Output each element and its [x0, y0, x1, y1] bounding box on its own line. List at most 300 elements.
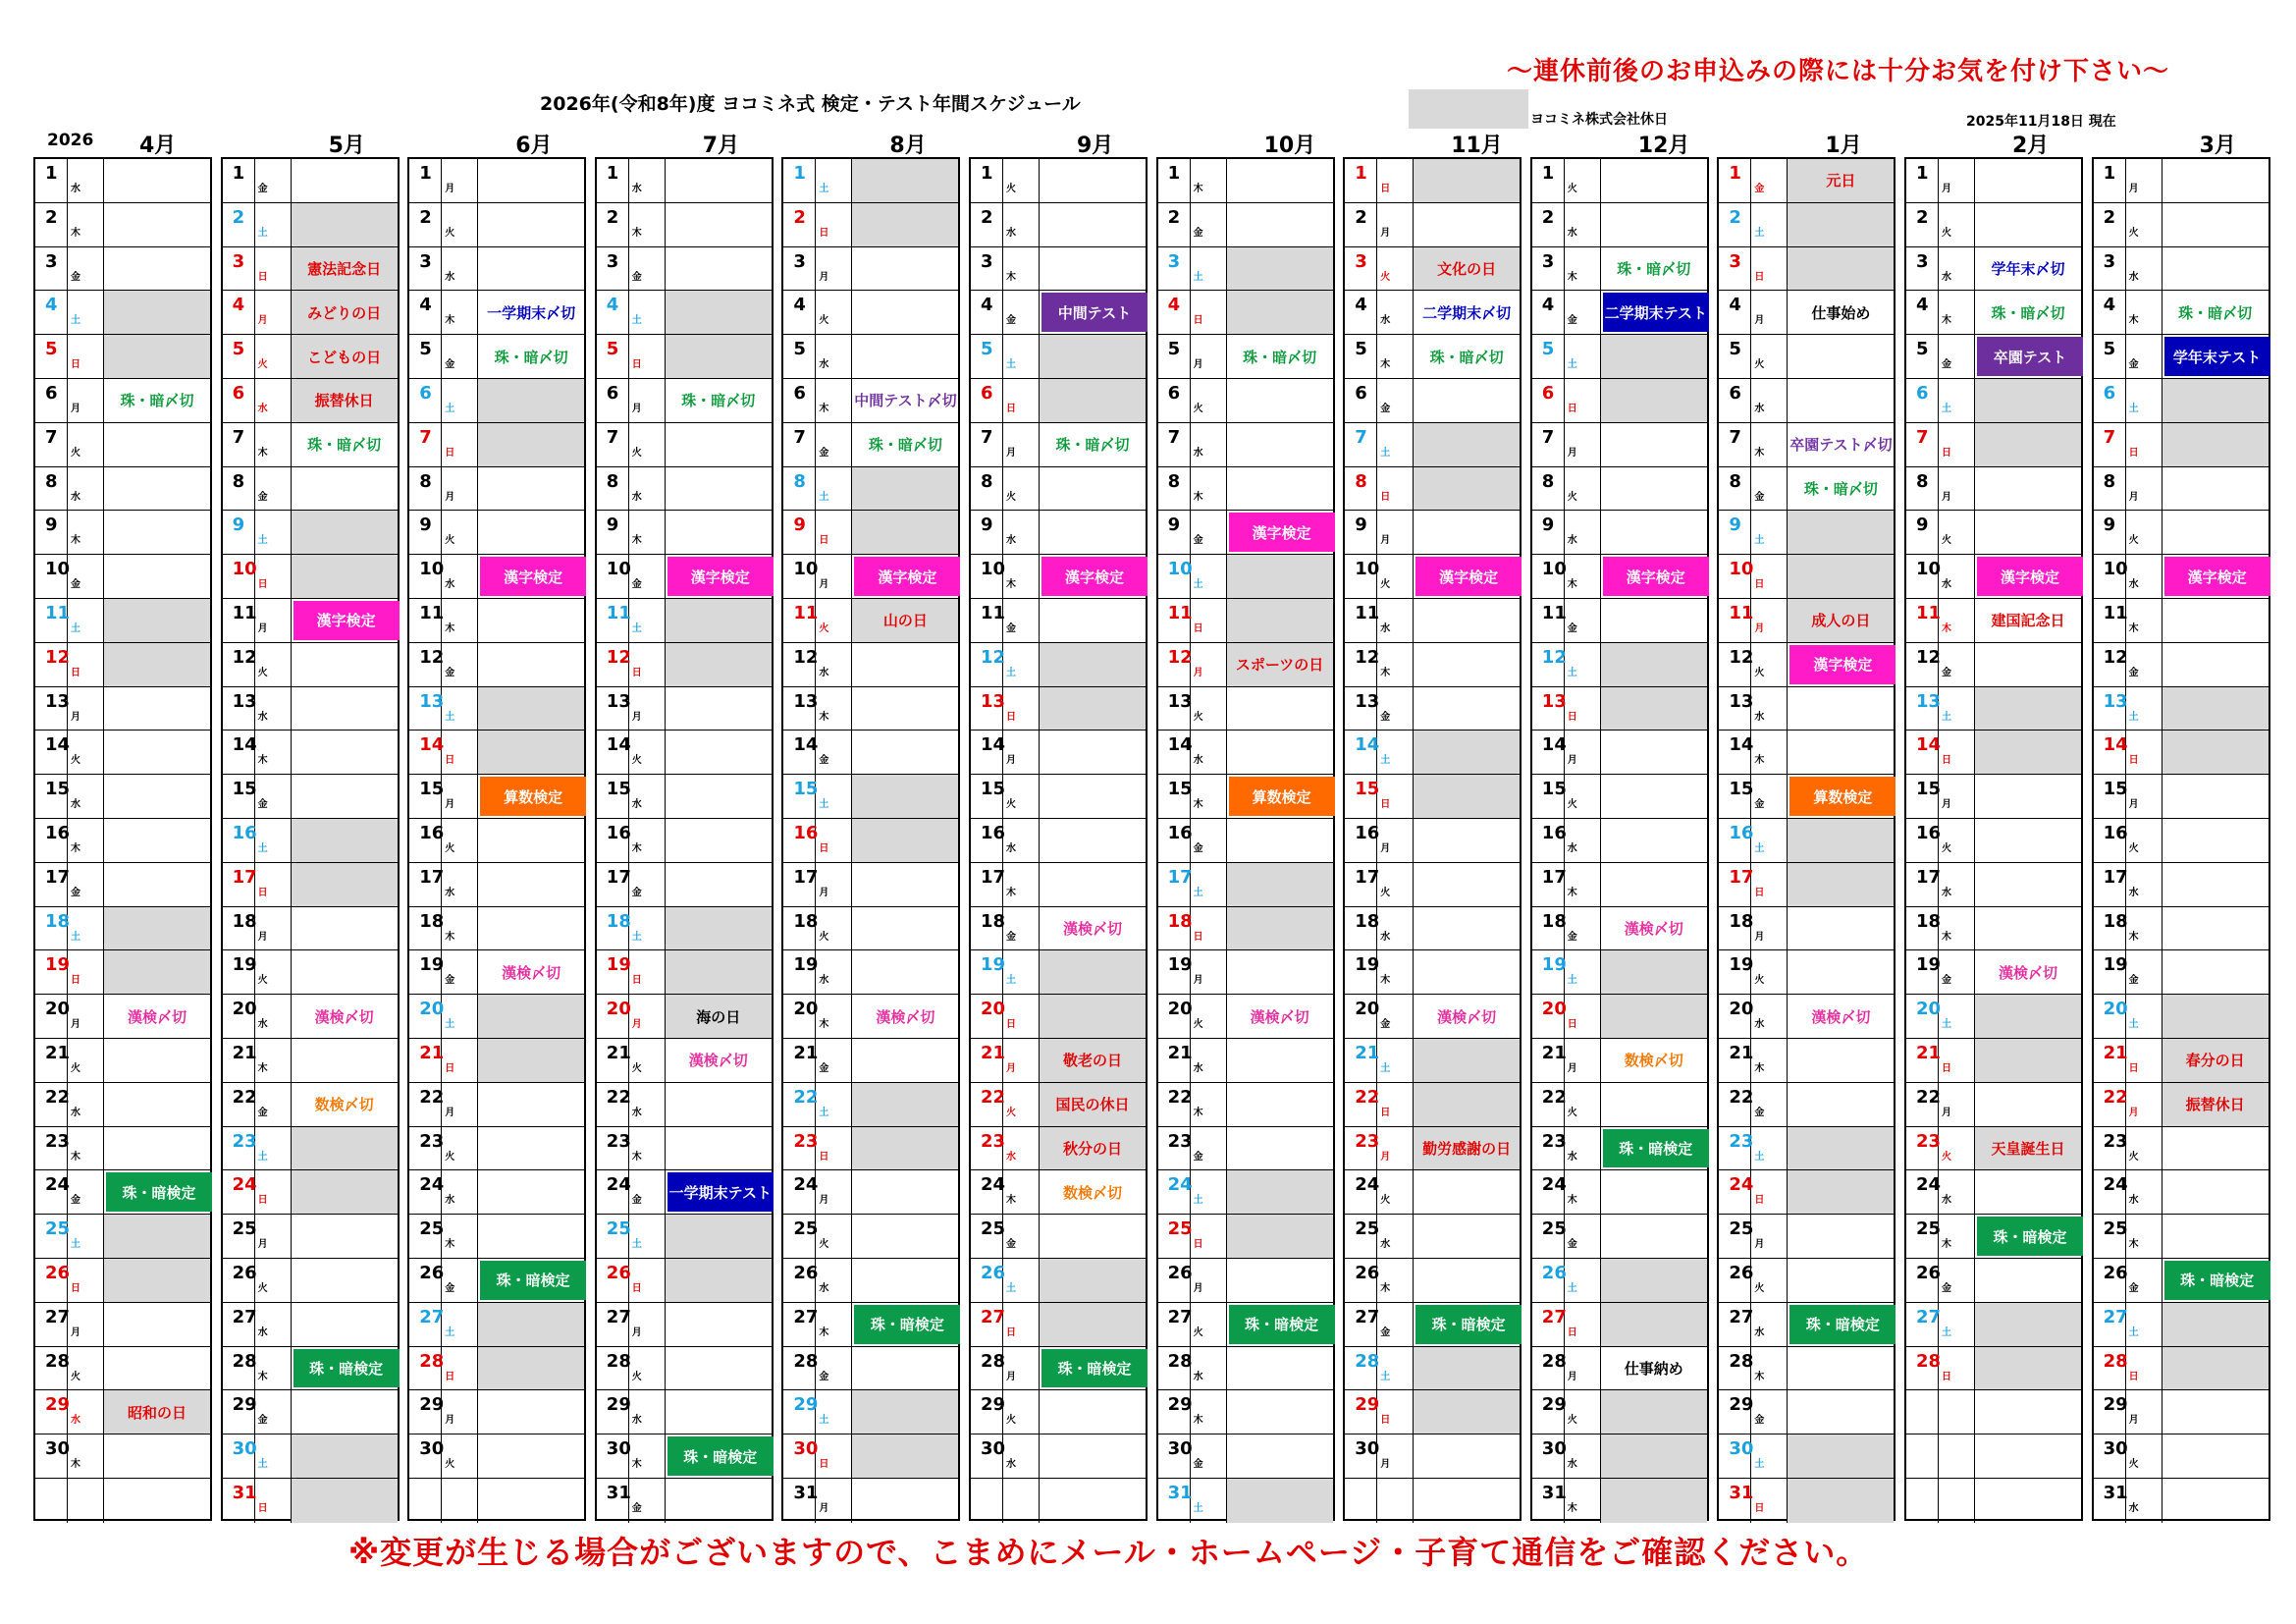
day-event: 二学期末〆切 — [1422, 303, 1512, 322]
day-number: 10 — [1158, 555, 1191, 598]
day-row — [783, 599, 958, 643]
day-number: 3 — [783, 247, 816, 291]
month-header: 8月 — [889, 134, 927, 158]
day-event — [1788, 511, 1894, 554]
day-row — [971, 731, 1146, 775]
day-number: 12 — [409, 643, 442, 686]
day-event — [1788, 819, 1894, 862]
day-number: 27 — [1719, 1303, 1751, 1346]
day-row — [223, 1347, 398, 1391]
day-number: 3 — [1906, 247, 1939, 291]
day-event: 文化の日 — [1414, 247, 1520, 291]
day-event — [1040, 1215, 1146, 1258]
weekday: 日 — [1003, 995, 1040, 1038]
day-event — [2163, 1479, 2269, 1523]
day-number: 24 — [971, 1170, 1003, 1214]
day-event — [1040, 863, 1146, 906]
day-number: 9 — [971, 511, 1003, 554]
day-row — [1158, 1390, 1333, 1435]
weekday: 火 — [816, 599, 852, 642]
day-row — [783, 379, 958, 423]
day-row — [1345, 863, 1520, 907]
day-row — [1719, 511, 1894, 555]
day-event: 漢検〆切 — [127, 1007, 187, 1026]
weekday: 火 — [1751, 335, 1788, 378]
day-event — [478, 687, 584, 731]
day-number: 1 — [971, 159, 1003, 202]
day-number: 19 — [1345, 950, 1377, 994]
weekday: 金 — [1751, 467, 1788, 511]
weekday: 木 — [1377, 335, 1414, 378]
day-event — [292, 643, 398, 686]
day-row — [1906, 555, 2081, 599]
day-number: 8 — [971, 467, 1003, 511]
day-row — [409, 775, 584, 819]
day-row — [783, 467, 958, 512]
day-number: 22 — [1532, 1083, 1565, 1126]
weekday: 木 — [816, 1303, 852, 1346]
day-row — [2094, 1039, 2269, 1083]
day-number: 16 — [2094, 819, 2126, 862]
day-row — [783, 335, 958, 379]
day-event — [852, 203, 958, 246]
day-row — [1345, 950, 1520, 995]
day-event — [292, 159, 398, 202]
day-event — [478, 511, 584, 554]
day-row — [597, 1259, 772, 1303]
day-event: 珠・暗〆切 — [120, 392, 194, 410]
weekday: 金 — [1939, 335, 1975, 378]
weekday: 日 — [1939, 423, 1975, 466]
weekday: 火 — [629, 423, 666, 466]
day-event — [2163, 1215, 2269, 1258]
day-event — [666, 335, 772, 378]
day-number: 9 — [1906, 511, 1939, 554]
day-event — [478, 1390, 584, 1434]
weekday: 水 — [816, 1259, 852, 1302]
day-number: 9 — [2094, 511, 2126, 554]
day-row — [1532, 1347, 1707, 1391]
day-event — [1414, 1390, 1520, 1434]
day-number: 12 — [35, 643, 68, 686]
day-number: 22 — [783, 1083, 816, 1126]
day-number: 13 — [1719, 687, 1751, 731]
day-number: 14 — [1906, 731, 1939, 774]
weekday: 水 — [629, 1390, 666, 1434]
weekday: 金 — [1565, 1215, 1601, 1258]
day-row — [783, 1479, 958, 1523]
day-event: 珠・暗〆切 — [494, 348, 568, 366]
weekday: 水 — [255, 1303, 292, 1346]
day-number: 7 — [1532, 423, 1565, 466]
weekday: 木 — [442, 1215, 478, 1258]
day-row — [783, 1039, 958, 1083]
weekday: 金 — [442, 950, 478, 994]
weekday — [1377, 1479, 1414, 1523]
day-number: 17 — [223, 863, 255, 906]
weekday: 木 — [1003, 247, 1040, 291]
day-number: 10 — [1906, 555, 1939, 598]
day-row — [1719, 335, 1894, 379]
day-row — [409, 555, 584, 599]
day-row — [971, 511, 1146, 555]
day-event: 珠・暗検定 — [854, 1305, 960, 1344]
weekday: 月 — [1751, 907, 1788, 950]
day-row — [783, 1083, 958, 1127]
day-row — [1719, 555, 1894, 599]
weekday: 火 — [255, 335, 292, 378]
weekday: 金 — [629, 1170, 666, 1214]
day-row — [1906, 863, 2081, 907]
month-column — [781, 157, 960, 1521]
day-event — [2163, 203, 2269, 246]
weekday: 火 — [442, 1127, 478, 1170]
day-number: 24 — [1906, 1170, 1939, 1214]
day-row — [1719, 1347, 1894, 1391]
weekday: 水 — [1191, 423, 1227, 466]
weekday: 水 — [629, 467, 666, 511]
weekday: 木 — [1191, 775, 1227, 818]
weekday: 水 — [816, 335, 852, 378]
day-number: 23 — [35, 1127, 68, 1170]
day-number: 5 — [783, 335, 816, 378]
day-row — [409, 599, 584, 643]
day-event — [1040, 1479, 1146, 1523]
day-row — [35, 687, 210, 731]
weekday: 水 — [1003, 1435, 1040, 1478]
day-number: 10 — [409, 555, 442, 598]
weekday: 金 — [2126, 1259, 2163, 1302]
day-row — [783, 1347, 958, 1391]
day-event — [104, 159, 210, 202]
weekday: 土 — [1939, 379, 1975, 422]
weekday: 月 — [1191, 950, 1227, 994]
day-row — [1532, 423, 1707, 467]
day-number: 20 — [783, 995, 816, 1038]
day-event — [104, 291, 210, 334]
day-row — [1906, 159, 2081, 203]
day-number: 24 — [783, 1170, 816, 1214]
day-row — [597, 1347, 772, 1391]
day-event — [2163, 599, 2269, 642]
day-row — [597, 907, 772, 951]
weekday: 月 — [68, 379, 104, 422]
day-event — [666, 1215, 772, 1258]
day-row — [1906, 1259, 2081, 1303]
day-event — [1227, 1435, 1333, 1478]
day-number: 7 — [223, 423, 255, 466]
day-row — [2094, 863, 2269, 907]
weekday: 土 — [1003, 950, 1040, 994]
day-event — [104, 1303, 210, 1346]
weekday: 金 — [1377, 1303, 1414, 1346]
weekday: 月 — [816, 555, 852, 598]
weekday: 土 — [68, 907, 104, 950]
weekday: 水 — [1939, 863, 1975, 906]
day-event — [292, 731, 398, 774]
day-row — [1719, 1215, 1894, 1259]
day-row — [1719, 687, 1894, 731]
day-event — [2163, 863, 2269, 906]
day-row — [1532, 1170, 1707, 1215]
day-event: 珠・暗検定 — [1229, 1305, 1335, 1344]
weekday: 月 — [68, 687, 104, 731]
day-row — [1532, 159, 1707, 203]
day-number: 30 — [971, 1435, 1003, 1478]
day-number: 30 — [2094, 1435, 2126, 1478]
weekday: 日 — [1003, 379, 1040, 422]
weekday: 土 — [1377, 423, 1414, 466]
day-number: 9 — [35, 511, 68, 554]
day-event — [292, 687, 398, 731]
day-event — [2163, 643, 2269, 686]
weekday: 水 — [1751, 1303, 1788, 1346]
day-event — [1975, 1039, 2081, 1082]
day-event — [1227, 159, 1333, 202]
day-event — [1227, 599, 1333, 642]
weekday: 金 — [816, 1347, 852, 1390]
weekday: 金 — [2126, 643, 2163, 686]
weekday: 土 — [1939, 995, 1975, 1038]
day-row — [2094, 335, 2269, 379]
day-event — [1040, 203, 1146, 246]
day-number: 15 — [35, 775, 68, 818]
day-event: 漢字検定 — [1603, 557, 1709, 596]
day-row — [1532, 511, 1707, 555]
weekday: 火 — [1751, 1259, 1788, 1302]
weekday: 木 — [629, 203, 666, 246]
day-number: 19 — [1906, 950, 1939, 994]
day-number: 14 — [783, 731, 816, 774]
day-number: 4 — [1158, 291, 1191, 334]
day-number: 12 — [223, 643, 255, 686]
day-event: 珠・暗〆切 — [307, 436, 382, 455]
day-number: 29 — [2094, 1390, 2126, 1434]
day-event — [104, 863, 210, 906]
day-row — [1532, 731, 1707, 775]
weekday: 金 — [1751, 1083, 1788, 1126]
weekday: 月 — [816, 863, 852, 906]
weekday: 木 — [1003, 1170, 1040, 1214]
day-event — [1040, 599, 1146, 642]
day-event: 漢字検定 — [1415, 557, 1522, 596]
weekday: 木 — [1751, 1039, 1788, 1082]
weekday: 月 — [255, 1215, 292, 1258]
weekday: 木 — [1191, 1390, 1227, 1434]
day-row — [35, 423, 210, 467]
weekday: 金 — [442, 1259, 478, 1302]
day-row — [1719, 731, 1894, 775]
day-row — [35, 555, 210, 599]
day-number: 13 — [783, 687, 816, 731]
day-number: 28 — [1345, 1347, 1377, 1390]
day-row — [1158, 1259, 1333, 1303]
day-row — [971, 1259, 1146, 1303]
day-row — [597, 863, 772, 907]
day-event — [1040, 247, 1146, 291]
day-event — [478, 731, 584, 774]
day-event — [852, 467, 958, 511]
weekday: 土 — [629, 1215, 666, 1258]
day-event — [104, 1083, 210, 1126]
day-number: 11 — [1345, 599, 1377, 642]
day-event — [1040, 511, 1146, 554]
day-number: 6 — [597, 379, 629, 422]
day-row — [783, 247, 958, 292]
day-event — [478, 379, 584, 422]
day-event — [1227, 1215, 1333, 1258]
weekday: 日 — [1565, 687, 1601, 731]
day-event — [104, 335, 210, 378]
weekday: 水 — [1377, 291, 1414, 334]
day-event — [666, 1347, 772, 1390]
day-row — [409, 819, 584, 863]
day-number: 22 — [35, 1083, 68, 1126]
weekday: 水 — [1565, 511, 1601, 554]
day-number: 8 — [1906, 467, 1939, 511]
weekday: 火 — [68, 731, 104, 774]
day-row — [409, 731, 584, 775]
day-number: 4 — [2094, 291, 2126, 334]
day-number: 20 — [2094, 995, 2126, 1038]
weekday: 木 — [442, 599, 478, 642]
day-row — [1906, 203, 2081, 247]
day-row — [35, 950, 210, 995]
month-header: 4月 — [139, 134, 177, 158]
weekday: 日 — [255, 1479, 292, 1523]
day-number: 3 — [1158, 247, 1191, 291]
day-row — [1345, 731, 1520, 775]
weekday: 火 — [1565, 159, 1601, 202]
day-event — [1788, 1039, 1894, 1082]
day-row — [597, 1390, 772, 1435]
day-row — [409, 467, 584, 512]
day-row — [1906, 775, 2081, 819]
weekday: 木 — [68, 819, 104, 862]
day-event: 珠・暗検定 — [106, 1172, 212, 1212]
month-header: 5月 — [328, 134, 365, 158]
weekday: 日 — [1191, 1215, 1227, 1258]
day-number: 19 — [783, 950, 816, 994]
day-number: 4 — [1719, 291, 1751, 334]
day-event — [852, 511, 958, 554]
day-event — [1414, 687, 1520, 731]
day-number: 27 — [1158, 1303, 1191, 1346]
day-event — [1414, 1039, 1520, 1082]
day-number: 1 — [783, 159, 816, 202]
day-event — [1414, 511, 1520, 554]
day-number: 3 — [35, 247, 68, 291]
day-number: 25 — [1719, 1215, 1751, 1258]
weekday: 火 — [1751, 643, 1788, 686]
day-number: 14 — [971, 731, 1003, 774]
day-row — [223, 731, 398, 775]
page-title: 2026年(令和8年)度 ヨコミネ式 検定・テスト年間スケジュール — [540, 93, 1081, 115]
weekday: 金 — [629, 555, 666, 598]
weekday: 月 — [255, 907, 292, 950]
day-row — [1906, 467, 2081, 512]
weekday: 土 — [255, 1127, 292, 1170]
day-event — [1975, 1390, 2081, 1434]
day-row — [223, 1303, 398, 1347]
weekday: 土 — [255, 203, 292, 246]
day-row — [971, 555, 1146, 599]
day-row — [1532, 1215, 1707, 1259]
day-number: 10 — [35, 555, 68, 598]
day-row — [783, 1435, 958, 1479]
day-row — [35, 247, 210, 292]
day-event — [1414, 1479, 1520, 1523]
weekday: 月 — [1565, 1347, 1601, 1390]
day-event — [1040, 775, 1146, 818]
day-event — [852, 1259, 958, 1302]
weekday: 土 — [1565, 335, 1601, 378]
day-number: 24 — [1158, 1170, 1191, 1214]
day-row — [783, 423, 958, 467]
day-row — [1158, 1127, 1333, 1171]
weekday: 月 — [1565, 731, 1601, 774]
day-row — [1345, 1259, 1520, 1303]
day-number: 24 — [1532, 1170, 1565, 1214]
day-event — [292, 203, 398, 246]
day-row — [597, 731, 772, 775]
weekday: 日 — [2126, 423, 2163, 466]
day-row — [2094, 950, 2269, 995]
day-event: 珠・暗検定 — [480, 1261, 586, 1300]
day-number: 25 — [223, 1215, 255, 1258]
day-row — [783, 687, 958, 731]
day-event: 珠・暗〆切 — [2178, 303, 2253, 322]
day-row — [35, 643, 210, 687]
weekday: 金 — [1377, 995, 1414, 1038]
day-event — [666, 1303, 772, 1346]
day-number: 17 — [597, 863, 629, 906]
weekday: 火 — [816, 1215, 852, 1258]
day-row — [597, 1083, 772, 1127]
day-event — [1788, 1170, 1894, 1214]
day-number: 28 — [597, 1347, 629, 1390]
weekday: 月 — [1377, 203, 1414, 246]
day-row — [971, 203, 1146, 247]
day-number: 4 — [1906, 291, 1939, 334]
day-event — [1975, 1303, 2081, 1346]
day-event — [666, 1127, 772, 1170]
day-event — [2163, 379, 2269, 422]
day-row — [971, 1435, 1146, 1479]
day-number: 12 — [971, 643, 1003, 686]
weekday: 金 — [1191, 819, 1227, 862]
weekday: 木 — [629, 819, 666, 862]
weekday: 木 — [68, 1127, 104, 1170]
day-number: 7 — [1345, 423, 1377, 466]
day-number: 8 — [35, 467, 68, 511]
day-row — [35, 511, 210, 555]
weekday: 火 — [1003, 1390, 1040, 1434]
day-number: 17 — [971, 863, 1003, 906]
day-event: 珠・暗検定 — [1603, 1129, 1709, 1168]
day-row — [971, 1083, 1146, 1127]
day-number: 19 — [971, 950, 1003, 994]
day-row — [1906, 643, 2081, 687]
day-number: 24 — [597, 1170, 629, 1214]
weekday: 木 — [255, 423, 292, 466]
day-event — [104, 467, 210, 511]
weekday: 土 — [442, 995, 478, 1038]
day-number: 5 — [223, 335, 255, 378]
day-number: 6 — [783, 379, 816, 422]
weekday: 木 — [1565, 555, 1601, 598]
day-event — [478, 995, 584, 1038]
